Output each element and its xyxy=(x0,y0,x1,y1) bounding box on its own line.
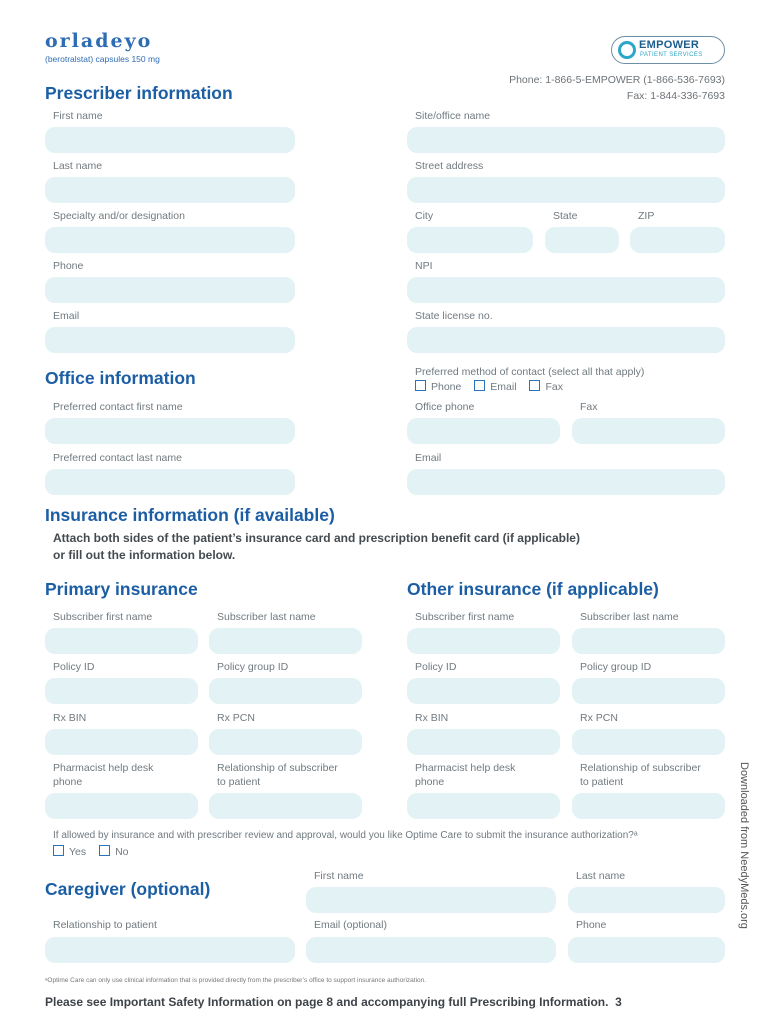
primary-policy-id-field[interactable] xyxy=(45,678,198,704)
orladeyo-logo-subtitle: (berotralstat) capsules 150 mg xyxy=(45,54,160,64)
authorization-options xyxy=(53,845,139,858)
empower-logo-title: EMPOWER xyxy=(639,39,700,51)
other-relationship-label: Relationship of subscriber to patient xyxy=(580,762,701,788)
caregiver-phone-field[interactable] xyxy=(568,937,725,963)
primary-policy-group-id-label: Policy group ID xyxy=(217,661,289,673)
primary-insurance-title: Primary insurance xyxy=(45,579,198,599)
city-label: City xyxy=(415,210,434,222)
site-office-name-field[interactable] xyxy=(407,127,725,153)
primary-relationship-field[interactable] xyxy=(209,793,362,819)
site-office-name-label: Site/office name xyxy=(415,110,491,122)
caregiver-email-label: Email (optional) xyxy=(314,919,387,931)
authorization-no-checkbox[interactable] xyxy=(99,845,110,856)
prescriber-email-label: Email xyxy=(53,310,80,322)
street-address-field[interactable] xyxy=(407,177,725,203)
office-email-label: Email xyxy=(415,452,442,464)
other-pharmacist-phone-field[interactable] xyxy=(407,793,560,819)
page-number: 3 xyxy=(615,995,622,1009)
empower-logo-subtitle: PATIENT SERVICES xyxy=(640,52,703,58)
prescriber-specialty-field[interactable] xyxy=(45,227,295,253)
contact-fax-option-label: Fax xyxy=(545,381,563,393)
primary-rx-pcn-label: Rx PCN xyxy=(217,712,255,724)
contact-fax: Fax: 1-844-336-7693 xyxy=(626,90,725,102)
other-rx-pcn-label: Rx PCN xyxy=(580,712,618,724)
other-policy-group-id-label: Policy group ID xyxy=(580,661,652,673)
caregiver-phone-label: Phone xyxy=(576,919,607,931)
primary-subscriber-last-name-label: Subscriber last name xyxy=(217,611,316,623)
other-policy-id-field[interactable] xyxy=(407,678,560,704)
state-field[interactable] xyxy=(545,227,619,253)
other-rx-bin-label: Rx BIN xyxy=(415,712,449,724)
contact-email-option-label: Email xyxy=(490,381,517,393)
caregiver-last-name-label: Last name xyxy=(576,870,626,882)
zip-label: ZIP xyxy=(638,210,655,222)
caregiver-email-field[interactable] xyxy=(306,937,556,963)
footnote: ᵃOptime Care can only use clinical information that is provided directly from the prescriber’s office to support insurance authorization. xyxy=(45,977,427,984)
prescriber-specialty-label: Specialty and/or designation xyxy=(53,210,185,222)
npi-field[interactable] xyxy=(407,277,725,303)
safety-text: Please see Important Safety Information on page 8 and accompanying full Prescribing Information. xyxy=(45,995,609,1009)
contact-phone-checkbox[interactable] xyxy=(415,380,426,391)
empower-logo xyxy=(611,36,725,64)
other-rx-pcn-field[interactable] xyxy=(572,729,725,755)
other-subscriber-first-name-label: Subscriber first name xyxy=(415,611,515,623)
preferred-contact-method-label: Preferred method of contact (select all that apply) xyxy=(415,366,645,378)
prescriber-phone-field[interactable] xyxy=(45,277,295,303)
preferred-contact-last-name-label: Preferred contact last name xyxy=(53,452,182,464)
office-email-field[interactable] xyxy=(407,469,725,495)
primary-subscriber-last-name-field[interactable] xyxy=(209,628,362,654)
insurance-note-line-1: Attach both sides of the patient’s insurance card and prescription benefit card (if applicable) xyxy=(53,531,580,545)
primary-pharmacist-phone-label: Pharmacist help desk phone xyxy=(53,762,154,788)
insurance-section-title: Insurance information (if available) xyxy=(45,505,335,525)
caregiver-last-name-field[interactable] xyxy=(568,887,725,913)
other-insurance-title: Other insurance (if applicable) xyxy=(407,579,659,599)
office-phone-label: Office phone xyxy=(415,401,475,413)
prescriber-section-title: Prescriber information xyxy=(45,83,233,103)
orladeyo-logo: orladeyo xyxy=(45,30,153,52)
office-fax-field[interactable] xyxy=(572,418,725,444)
empower-mark-icon xyxy=(618,41,636,59)
prescriber-first-name-label: First name xyxy=(53,110,103,122)
zip-field[interactable] xyxy=(630,227,725,253)
npi-label: NPI xyxy=(415,260,433,272)
office-section-title: Office information xyxy=(45,368,196,388)
contact-email-checkbox[interactable] xyxy=(474,380,485,391)
office-phone-field[interactable] xyxy=(407,418,560,444)
authorization-yes-checkbox[interactable] xyxy=(53,845,64,856)
prescriber-phone-label: Phone xyxy=(53,260,84,272)
city-field[interactable] xyxy=(407,227,533,253)
authorization-no-label: No xyxy=(115,846,129,858)
authorization-question: If allowed by insurance and with prescriber review and approval, would you like Optime Care to submit the insurance authorization?ᵃ xyxy=(53,830,638,841)
street-address-label: Street address xyxy=(415,160,484,172)
downloaded-from-note: Downloaded from NeedyMeds.org xyxy=(738,762,750,929)
caregiver-relationship-field[interactable] xyxy=(45,937,295,963)
insurance-note-line-2: or fill out the information below. xyxy=(53,548,236,562)
authorization-yes-label: Yes xyxy=(69,846,87,858)
prescriber-last-name-field[interactable] xyxy=(45,177,295,203)
office-fax-label: Fax xyxy=(580,401,598,413)
other-subscriber-last-name-field[interactable] xyxy=(572,628,725,654)
primary-relationship-label: Relationship of subscriber to patient xyxy=(217,762,338,788)
primary-policy-group-id-field[interactable] xyxy=(209,678,362,704)
prescriber-email-field[interactable] xyxy=(45,327,295,353)
contact-phone: Phone: 1-866-5-EMPOWER (1-866-536-7693) xyxy=(509,74,725,86)
other-pharmacist-phone-label: Pharmacist help desk phone xyxy=(415,762,516,788)
prescriber-first-name-field[interactable] xyxy=(45,127,295,153)
preferred-contact-last-name-field[interactable] xyxy=(45,469,295,495)
primary-subscriber-first-name-field[interactable] xyxy=(45,628,198,654)
primary-rx-bin-label: Rx BIN xyxy=(53,712,87,724)
caregiver-relationship-label: Relationship to patient xyxy=(53,919,157,931)
other-policy-id-label: Policy ID xyxy=(415,661,457,673)
state-label: State xyxy=(553,210,578,222)
state-license-label: State license no. xyxy=(415,310,493,322)
caregiver-first-name-field[interactable] xyxy=(306,887,556,913)
preferred-contact-first-name-label: Preferred contact first name xyxy=(53,401,183,413)
primary-subscriber-first-name-label: Subscriber first name xyxy=(53,611,153,623)
primary-policy-id-label: Policy ID xyxy=(53,661,95,673)
contact-phone-option-label: Phone xyxy=(431,381,462,393)
contact-method-options xyxy=(415,380,573,393)
contact-fax-checkbox[interactable] xyxy=(529,380,540,391)
other-policy-group-id-field[interactable] xyxy=(572,678,725,704)
preferred-contact-first-name-field[interactable] xyxy=(45,418,295,444)
other-subscriber-first-name-field[interactable] xyxy=(407,628,560,654)
caregiver-section-title: Caregiver (optional) xyxy=(45,879,211,899)
safety-information-note xyxy=(45,995,622,1009)
other-rx-bin-field[interactable] xyxy=(407,729,560,755)
state-license-field[interactable] xyxy=(407,327,725,353)
primary-pharmacist-phone-field[interactable] xyxy=(45,793,198,819)
caregiver-first-name-label: First name xyxy=(314,870,364,882)
other-subscriber-last-name-label: Subscriber last name xyxy=(580,611,679,623)
primary-rx-bin-field[interactable] xyxy=(45,729,198,755)
primary-rx-pcn-field[interactable] xyxy=(209,729,362,755)
prescriber-last-name-label: Last name xyxy=(53,160,103,172)
other-relationship-field[interactable] xyxy=(572,793,725,819)
